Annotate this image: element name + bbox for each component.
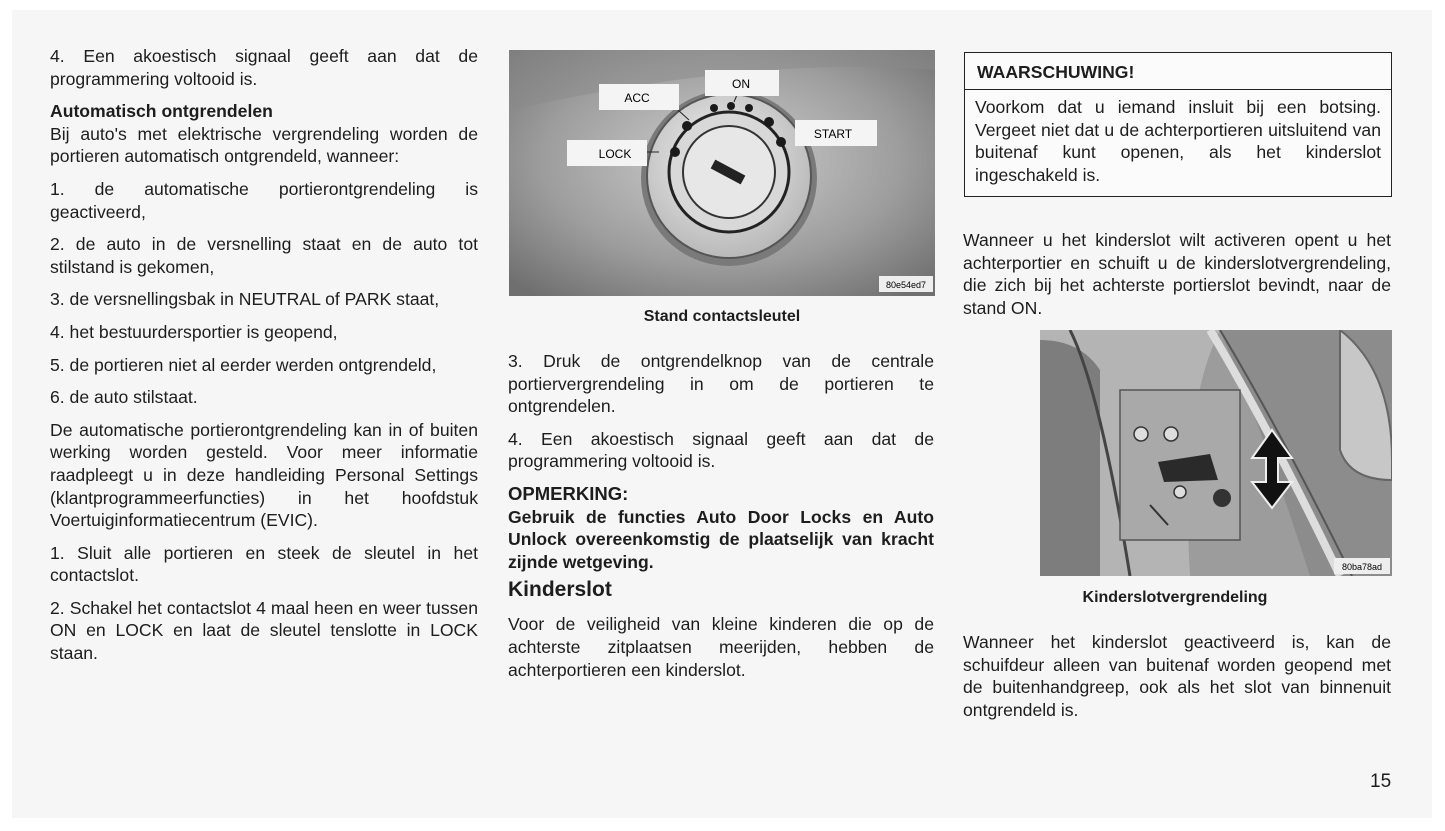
paragraph: Voor de veiligheid van kleine kinderen die op de achterste zitplaatsen meerijden, hebben de achterportieren een kinderslot.	[508, 614, 934, 680]
page-number: 15	[1370, 771, 1392, 792]
warning-box	[964, 52, 1392, 197]
paragraph: 4. Een akoestisch signaal geeft aan dat de programmering voltooid is.	[508, 428, 934, 472]
list-item: 4. het bestuurdersportier is geopend,	[50, 321, 338, 342]
figure-code: 80e54ed7	[885, 280, 927, 290]
note-body: Gebruik de functies Auto Door Locks en Auto Unlock overeenkomstig de plaatselijk van kracht zijnde wetgeving.	[508, 506, 934, 572]
note-heading: OPMERKING:	[508, 482, 629, 504]
left-column	[50, 45, 478, 675]
list-item: 6. de auto stilstaat.	[50, 387, 198, 408]
list-item: 1. de automatische portierontgrendeling is geactiveerd,	[50, 178, 478, 222]
middle-column	[508, 350, 934, 691]
paragraph: 3. Druk de ontgrendelknop van de centrale portiervergrendeling in om de portieren te ontgrendelen.	[508, 351, 934, 417]
paragraph: 2. Schakel het contactslot 4 maal heen en weer tussen ON en LOCK en laat de sleutel tenslotte in LOCK staan.	[50, 597, 478, 664]
figure-code: 80ba78ad	[1341, 562, 1383, 572]
warning-body: Voorkom dat u iemand insluit bij een botsing. Vergeet niet dat u de achterportieren uitsluitend van buitenaf kunt openen, als het kinderslot ingeschakeld is.	[975, 97, 1381, 185]
paragraph: 4. Een akoestisch signaal geeft aan dat de programmering voltooid is.	[50, 46, 478, 89]
section-heading-auto-unlock: Automatisch ontgrendelen	[50, 101, 273, 122]
ignition-caption: Stand contactsleutel	[643, 308, 801, 325]
list-item: 3. de versnellingsbak in NEUTRAL of PARK staat,	[50, 289, 440, 310]
paragraph: De automatische portierontgrendeling kan in of buiten werking worden gesteld. Voor meer informatie raadpleegt u in deze handleiding Personal Settings (klantprogrammeerfuncties) in het hoofdstuk Voertuiginformatiecentrum (EVIC).	[50, 419, 478, 531]
label-on: ON	[732, 77, 750, 91]
childlock-illustration	[1040, 330, 1392, 576]
paragraph: 1. Sluit alle portieren en steek de sleutel in het contactslot.	[50, 542, 478, 586]
paragraph: Wanneer u het kinderslot wilt activeren opent u het achterportier en schuift u de kinderslotvergrendeling, die zich bij het achterste portierslot bevindt, naar de stand ON.	[963, 230, 1391, 318]
paragraph: Wanneer het kinderslot geactiveerd is, kan de schuifdeur alleen van buitenaf worden geopend met de buitenhandgreep, ook als het slot van binnenuit ontgrendeld is.	[963, 632, 1391, 720]
paragraph: Bij auto's met elektrische vergrendeling worden de portieren automatisch ontgrendeld, wanneer:	[50, 123, 478, 167]
right-column-bottom	[963, 631, 1391, 731]
warning-title: WAARSCHUWING!	[965, 53, 1391, 90]
childlock-caption: Kinderslotvergrendeling	[1082, 589, 1268, 606]
child-lock-icon	[1040, 330, 1392, 576]
list-item: 2. de auto in de versnelling staat en de auto tot stilstand is gekomen,	[50, 234, 478, 277]
right-column-top	[963, 229, 1391, 329]
label-acc: ACC	[624, 91, 650, 105]
list-item: 5. de portieren niet al eerder werden ontgrendeld,	[50, 354, 437, 375]
section-heading-kinderslot: Kinderslot	[508, 578, 612, 602]
ignition-illustration	[509, 50, 935, 296]
ignition-switch-icon	[509, 50, 935, 296]
label-lock: LOCK	[598, 147, 632, 161]
label-start: START	[813, 127, 853, 141]
